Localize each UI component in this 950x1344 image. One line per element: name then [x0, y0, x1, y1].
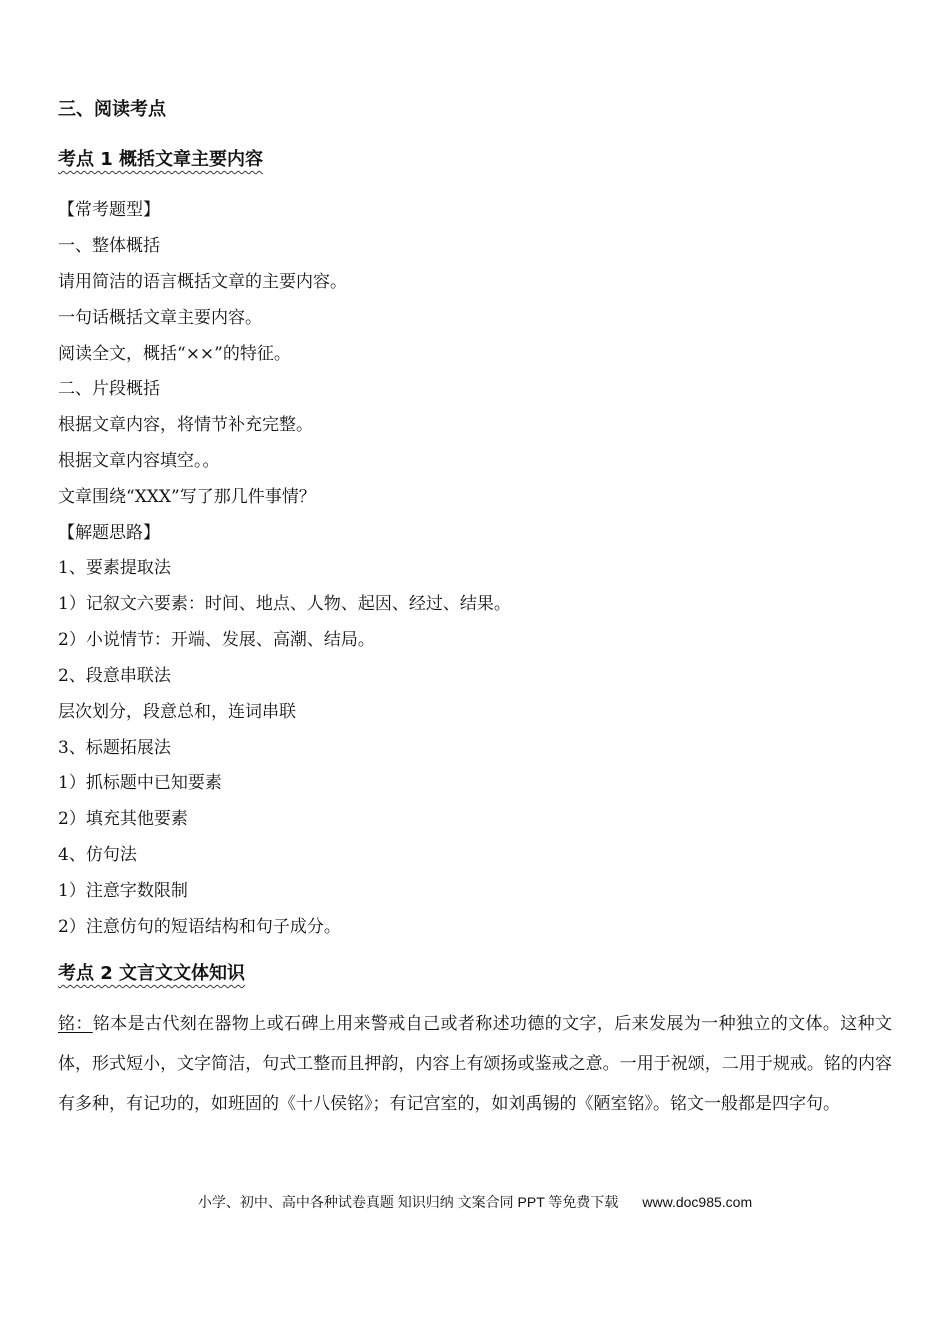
content-line: 文章围绕“XXX”写了那几件事情？	[58, 487, 316, 507]
content-line: 一、整体概括	[58, 236, 160, 256]
content-line: 根据文章内容，将情节补充完整。	[58, 415, 313, 435]
section-title: 三、阅读考点	[58, 99, 166, 120]
content-line: 1）抓标题中已知要素	[58, 773, 222, 793]
content-line: 2）注意仿句的短语结构和句子成分。	[58, 917, 341, 937]
content-line: 1）记叙文六要素：时间、地点、人物、起因、经过、结果。	[58, 594, 511, 614]
content-line: 根据文章内容填空。。	[58, 451, 220, 471]
footer-text: 小学、初中、高中各种试卷真题 知识归纳 文案合同 PPT 等免费下载	[197, 1194, 619, 1210]
content-line: 请用简洁的语言概括文章的主要内容。	[58, 272, 347, 292]
ming-term: 铭：	[58, 1014, 93, 1034]
content-line: 层次划分，段意总和，连词串联	[58, 702, 296, 722]
footer-url[interactable]: www.doc985.com	[642, 1194, 753, 1210]
kaodian-1-title: 考点 1 概括文章主要内容	[58, 149, 264, 170]
content-line: 1）注意字数限制	[58, 881, 188, 901]
kaodian-2-title: 考点 2 文言文文体知识	[58, 963, 246, 984]
content-line: 2、段意串联法	[58, 666, 171, 686]
content-line: 2）填充其他要素	[58, 809, 188, 829]
content-line: 1、要素提取法	[58, 558, 171, 578]
content-line: 【常考题型】	[58, 200, 160, 220]
page-footer	[0, 1192, 950, 1212]
content-line: 阅读全文，概括“××”的特征。	[58, 344, 291, 364]
content-line: 2）小说情节：开端、发展、高潮、结局。	[58, 630, 375, 650]
content-line: 一句话概括文章主要内容。	[58, 308, 262, 328]
content-line: 3、标题拓展法	[58, 738, 171, 758]
content-line: 二、片段概括	[58, 379, 160, 399]
ming-paragraph	[58, 1004, 892, 1124]
content-line: 【解题思路】	[58, 523, 160, 543]
content-line: 4、仿句法	[58, 845, 137, 865]
ming-text: 铭本是古代刻在器物上或石碑上用来警戒自己或者称述功德的文字，后来发展为一种独立的文体。这种文体，形式短小，文字简洁，句式工整而且押韵，内容上有颂扬或鉴戒之意。一用于祝颂，二用于规戒。铭的内容有多种，有记功的，如班固的《十八侯铭》；有记宫室的，如刘禹锡的《陋室铭》。铭文一般都是四字句。	[58, 1014, 893, 1114]
